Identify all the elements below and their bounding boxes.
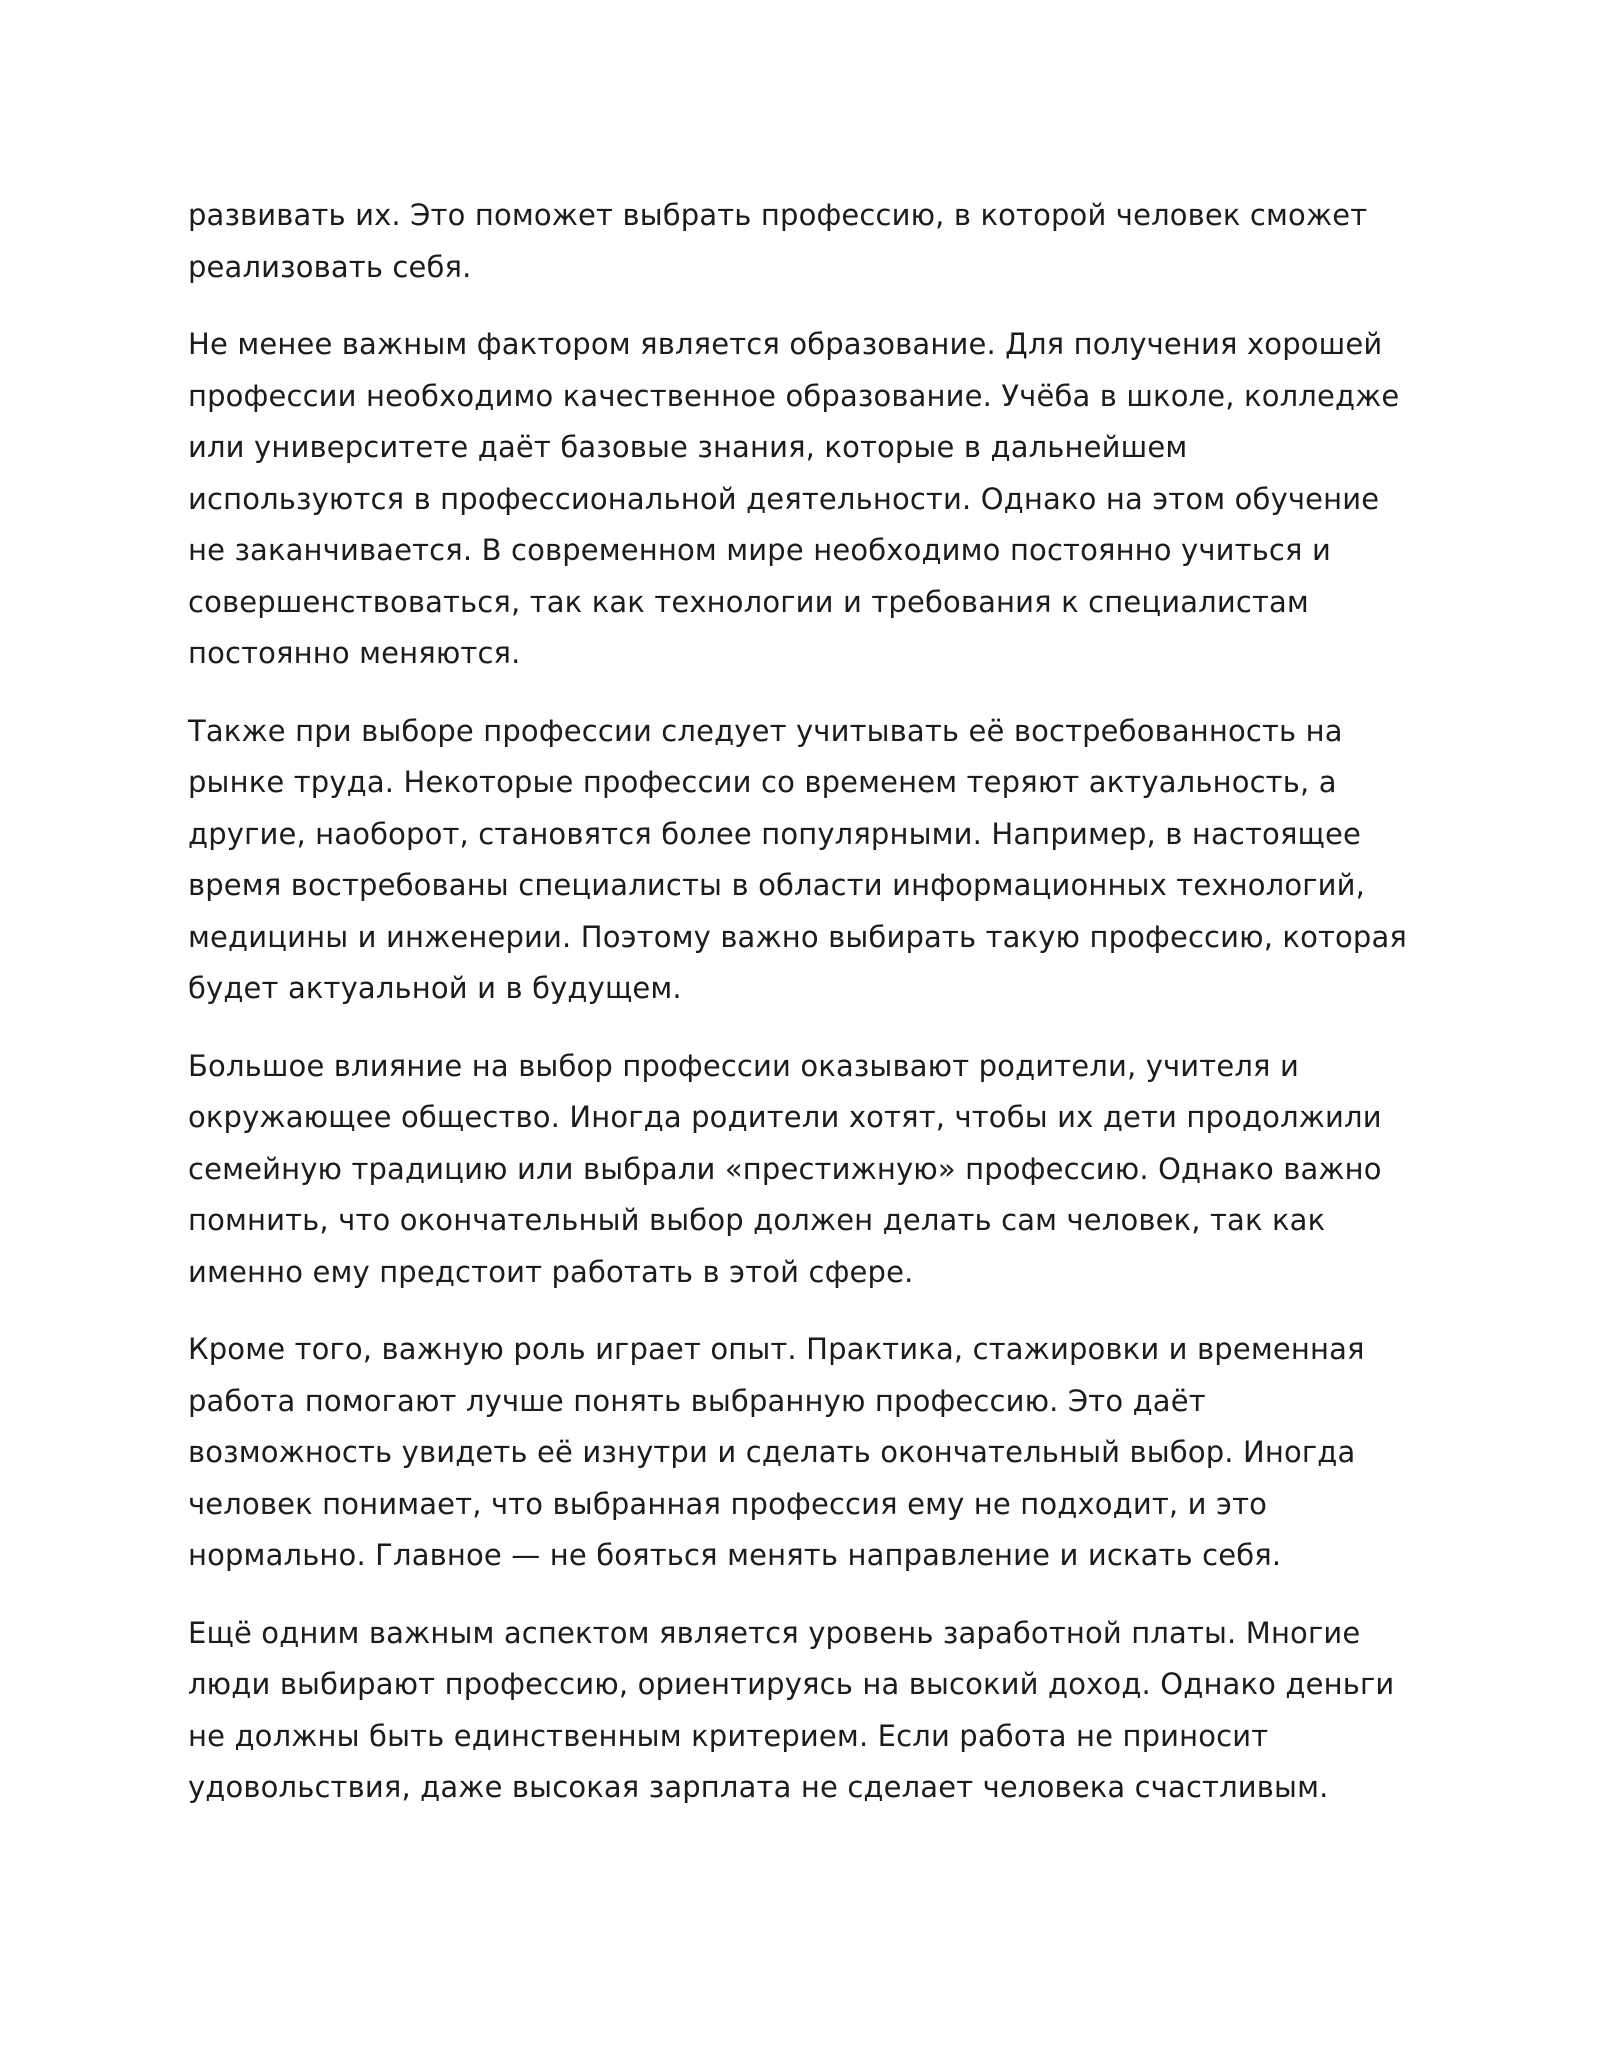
- paragraph-3: Также при выборе профессии следует учитывать её востребованность на рынке труда. Некоторые профессии со временем теряют актуальность, а другие, наоборот, становятся более популярными. Например, в настоящее время востребованы специалисты в области информационных технологий, медицины и инженерии. Поэтому важно выбирать такую профессию, которая будет актуальной и в будущем.: [188, 713, 1408, 1005]
- paragraph-2: Не менее важным фактором является образование. Для получения хорошей профессии необходимо качественное образование. Учёба в школе, колледже или университете даёт базовые знания, которые в дальнейшем используются в профессиональной деятельности. Однако на этом обучение не заканчивается. В современном мире необходимо постоянно учиться и совершенствоваться, так как технологии и требования к специалистам постоянно меняются.: [188, 327, 1400, 670]
- paragraph-6: Ещё одним важным аспектом является уровень заработной платы. Многие люди выбирают профессию, ориентируясь на высокий доход. Однако деньги не должны быть единственным критерием. Если работа не приносит удовольствия, даже высокая зарплата не сделает человека счастливым.: [188, 1615, 1395, 1804]
- paragraph-4: Большое влияние на выбор профессии оказывают родители, учителя и окружающее общество. Иногда родители хотят, чтобы их дети продолжили семейную традицию или выбрали «престижную» профессию. Однако важно помнить, что окончательный выбор должен делать сам человек, так как именно ему предстоит работать в этой сфере.: [188, 1048, 1382, 1289]
- document-body: [188, 190, 1412, 1814]
- paragraph-1: развивать их. Это поможет выбрать профессию, в которой человек сможет реализовать себя.: [188, 198, 1368, 284]
- paragraph-5: Кроме того, важную роль играет опыт. Практика, стажировки и временная работа помогают лучше понять выбранную профессию. Это даёт возможность увидеть её изнутри и сделать окончательный выбор. Иногда человек понимает, что выбранная профессия ему не подходит, и это нормально. Главное — не бояться менять направление и искать себя.: [188, 1332, 1365, 1572]
